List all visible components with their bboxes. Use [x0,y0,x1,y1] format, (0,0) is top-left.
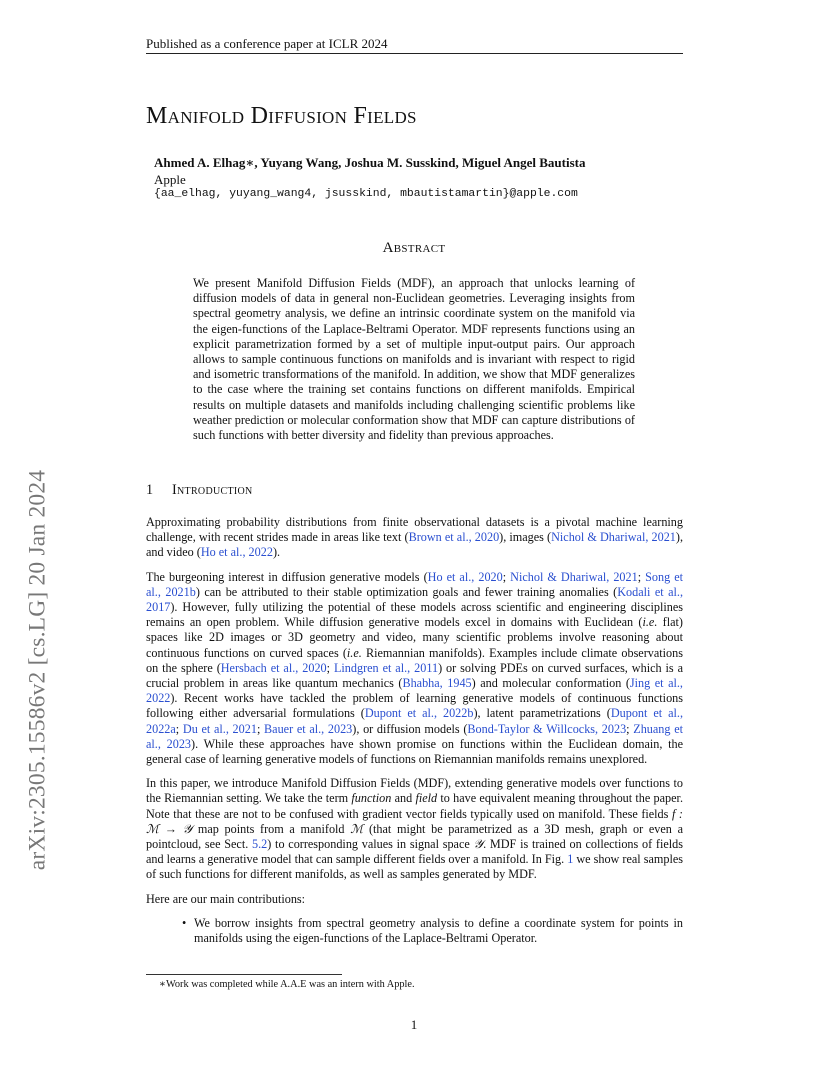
bullet-icon: • [182,915,187,930]
emphasis: i.e. [642,615,658,630]
citation-link[interactable]: Nichol & Dhariwal, 2021 [551,530,676,545]
citation-link[interactable]: Bhabha, 1945 [402,676,472,691]
contributions-list [146,916,683,946]
section-number: 1 [146,482,154,498]
body-text [146,515,683,946]
text: ) and molecular conformation ( [471,676,630,691]
text: ) can be attributed to their stable optimization goals and fewer training anomalies ( [195,584,618,599]
affiliation: Apple [154,172,186,187]
citation-link[interactable]: Bond-Taylor & Willcocks, 2023 [467,721,627,736]
text: ; [326,660,334,675]
arxiv-stamp-text: arXiv:2305.15586v2 [cs.LG] 20 Jan 2024 [24,469,51,871]
text: ). [272,545,281,560]
text: ). Recent works have tackled the problem of learning generative models of continuous functions following either adversarial formulations ( [146,691,683,721]
citation-link[interactable]: Brown et al., 2020 [408,530,500,545]
emphasis: i.e. [346,645,362,660]
running-header: Published as a conference paper at ICLR 2024 [146,36,388,51]
text: ; [175,721,183,736]
text: Approximating probability distributions from finite observational datasets is a pivotal machine learning challenge, with recent strides made in areas like text ( [146,515,683,545]
text: (that might be parametrized as a 3D mesh, graph or even a pointcloud, see Sect. [146,821,683,852]
citation-link[interactable]: Nichol & Dhariwal, 2021 [510,569,638,584]
paragraph-3 [146,776,683,882]
citation-link[interactable]: Ho et al., 2022 [200,545,273,560]
citation-link[interactable]: Du et al., 2021 [182,721,257,736]
citation-link[interactable]: Dupont et al., 2022b [364,706,474,721]
abstract-text: We present Manifold Diffusion Fields (MDF), an approach that unlocks learning of diffusion models of data in general non-Euclidean geometries. Leveraging insights from spectral geometry analysis, we define an intrinsic coordinate system on the manifold via the eigen-functions of the Laplace-Beltrami Operator. MDF represents functions using an explicit parametrization formed by a set of multiple input-output pairs. Our approach allows to sample continuous functions on manifolds and is invariant with respect to rigid and isometric transformations of the manifold. In addition, we show that MDF generalizes to the case where the training set contains functions on different manifolds. Empirical results on multiple datasets and manifolds including challenging scientific problems like weather prediction or molecular conformation show that MDF can capture distributions of such functions with better diversity and fidelity than previous approaches. [193,276,635,443]
text: ; [626,721,634,736]
header-rule [146,53,683,54]
list-item [146,916,683,946]
text: In this paper, we introduce Manifold Diffusion Fields (MDF), extending generative models over functions to the Riemannian setting. We take the term [146,776,683,806]
citation-link[interactable]: Kodali et al., 2017 [146,584,684,615]
text: ), latent parametrizations ( [473,706,611,721]
citation-link[interactable]: Zhuang et al., 2023 [146,721,683,751]
section-link[interactable]: 5.2 [252,837,268,852]
section-name: Introduction [172,482,253,498]
figure-link[interactable]: 1 [567,852,574,867]
text: to have equivalent meaning throughout the paper. Note that these are not to be confused with gradient vector fields typically used on manifold. These fields [146,791,683,821]
paper-title: Manifold Diffusion Fields [146,103,417,129]
text: ; [637,569,646,584]
text: ) to corresponding values in signal space [267,837,474,852]
math: ℳ [350,821,364,836]
page-number: 1 [410,1017,418,1032]
text: ). While these approaches have shown promise on functions within the Euclidean domain, the general case of learning generative models of functions on Riemannian manifolds remains unexplored. [146,736,684,767]
text: ), or diffusion models ( [352,721,468,736]
text: ), images ( [499,530,552,545]
citation-link[interactable]: Bauer et al., 2023 [264,721,353,736]
text: ), and video ( [146,530,683,560]
text: map points from a manifold [192,821,351,836]
emphasis: function [351,791,392,806]
text: ; [256,721,265,736]
footnote: ∗Work was completed while A.A.E was an intern with Apple. [159,979,415,990]
text: we show real samples of such functions for different manifolds, as well as samples generated by MDF. [146,852,683,882]
text: and [391,791,416,806]
text: ) or solving PDEs on curved surfaces, which is a crucial problem in areas like quantum mechanics ( [146,660,683,691]
paragraph-1 [146,515,683,561]
citation-link[interactable]: Dupont et al., 2022a [146,706,684,736]
math: 𝒴 [473,837,484,852]
footnote-rule [146,974,342,975]
text: Riemannian manifolds). Examples include climate observations on the sphere ( [146,645,683,675]
paragraph-2 [146,570,683,768]
emphasis: field [415,791,438,806]
abstract-heading: Abstract [382,240,446,256]
citation-link[interactable]: Ho et al., 2020 [427,569,503,584]
math: f : ℳ → 𝒴 [146,806,683,836]
text: . MDF is trained on collections of fields and learns a generative model that can sample different fields over a manifold. In Fig. [146,837,683,867]
paragraph-4: Here are our main contributions: [146,891,306,906]
author-emails: {aa_elhag, yuyang_wang4, jsusskind, mbautistamartin}@apple.com [154,188,578,200]
text: The burgeoning interest in diffusion generative models ( [146,569,428,584]
author-list: Ahmed A. Elhag∗, Yuyang Wang, Joshua M. Susskind, Miguel Angel Bautista [154,155,586,170]
text: ). However, fully utilizing the potential of these models across scientific and engineering disciplines remains an open problem. While diffusion generative models excel in domains with Euclidean ( [146,600,683,630]
text: ; [502,569,511,584]
section-heading [146,482,253,499]
citation-link[interactable]: Song et al., 2021b [146,569,684,599]
citation-link[interactable]: Hersbach et al., 2020 [220,660,327,675]
text: flat) spaces like 2D images or 3D geometry and video, many scientific problems involve reasoning about continuous functions on curved spaces ( [146,615,683,660]
citation-link[interactable]: Lindgren et al., 2011 [333,660,439,675]
list-item-text: We borrow insights from spectral geometry analysis to define a coordinate system for points in manifolds using the eigen-functions of the Laplace-Beltrami Operator. [194,915,683,946]
citation-link[interactable]: Jing et al., 2022 [146,676,683,706]
